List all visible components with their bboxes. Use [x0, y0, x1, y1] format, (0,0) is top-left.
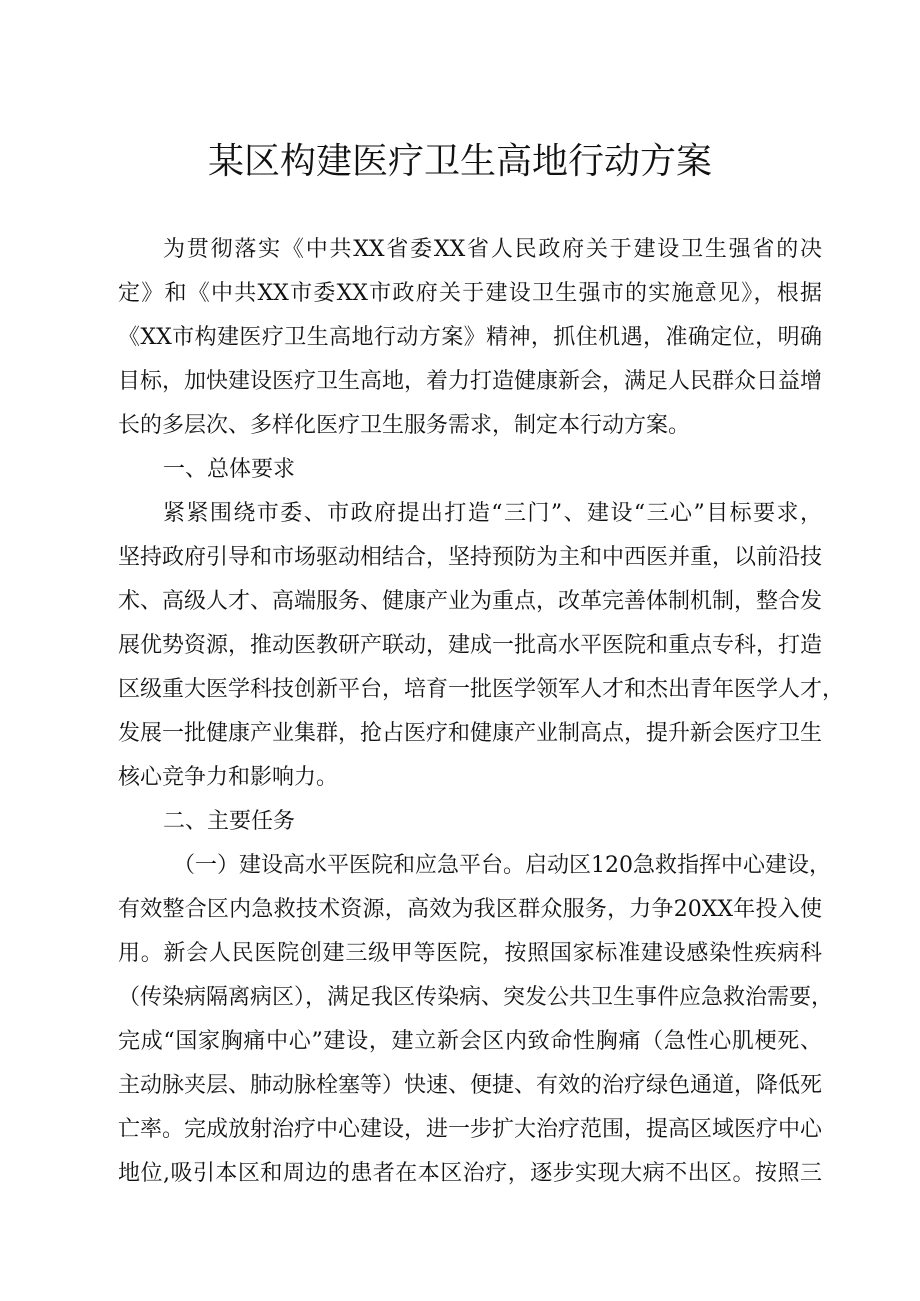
body-line: 有效整合区内急救技术资源，高效为我区群众服务，力争20XX年投入使 — [118, 897, 822, 922]
document-title: 某区构建医疗卫生高地行动方案 — [207, 141, 712, 182]
body-line: 术、高级人才、高端服务、健康产业为重点，改革完善体制机制，整合发 — [118, 589, 823, 614]
body-line: 区级重大医学科技创新平台，培育一批医学领军人才和杰出青年医学人才， — [118, 677, 845, 702]
body-line: 用。新会人民医院创建三级甲等医院，按照国家标准建设感染性疾病科 — [118, 941, 822, 966]
section-heading: 二、主要任务 — [163, 809, 296, 834]
body-line: （一）建设高水平医院和应急平台。启动区120急救指挥中心建设， — [173, 853, 831, 878]
body-line: 定》和《中共XX市委XX市政府关于建设卫生强市的实施意见》，根据 — [118, 281, 822, 306]
body-line: 亡率。完成放射治疗中心建设，进一步扩大治疗范围，提高区域医疗中心 — [118, 1117, 823, 1142]
body-line: 发展一批健康产业集群，抢占医疗和健康产业制高点，提升新会医疗卫生 — [118, 721, 823, 746]
body-line: （传染病隔离病区），满足我区传染病、突发公共卫生事件应急救治需要， — [118, 985, 834, 1010]
body-line: 紧紧围绕市委、市政府提出打造“三门”、建设“三心”目标要求， — [163, 501, 822, 526]
body-line: 地位,吸引本区和周边的患者在本区治疗，逐步实现大病不出区。按照三 — [118, 1161, 822, 1186]
body-line: 主动脉夹层、肺动脉栓塞等）快速、便捷、有效的治疗绿色通道，降低死 — [118, 1073, 823, 1098]
body-line: 为贯彻落实《中共XX省委XX省人民政府关于建设卫生强省的决 — [163, 237, 822, 262]
body-line: 目标，加快建设医疗卫生高地，着力打造健康新会，满足人民群众日益增 — [118, 369, 823, 394]
body-line: 展优势资源，推动医教研产联动，建成一批高水平医院和重点专科，打造 — [118, 633, 823, 658]
body-line: 《XX市构建医疗卫生高地行动方案》精神，抓住机遇，准确定位，明确 — [118, 325, 822, 350]
body-line: 长的多层次、多样化医疗卫生服务需求，制定本行动方案。 — [118, 413, 691, 438]
section-heading: 一、总体要求 — [163, 457, 296, 482]
body-line: 完成“国家胸痛中心”建设，建立新会区内致命性胸痛（急性心肌梗死、 — [118, 1029, 822, 1054]
body-line: 核心竞争力和影响力。 — [118, 765, 339, 790]
body-line: 坚持政府引导和市场驱动相结合，坚持预防为主和中西医并重，以前沿技 — [118, 545, 823, 570]
